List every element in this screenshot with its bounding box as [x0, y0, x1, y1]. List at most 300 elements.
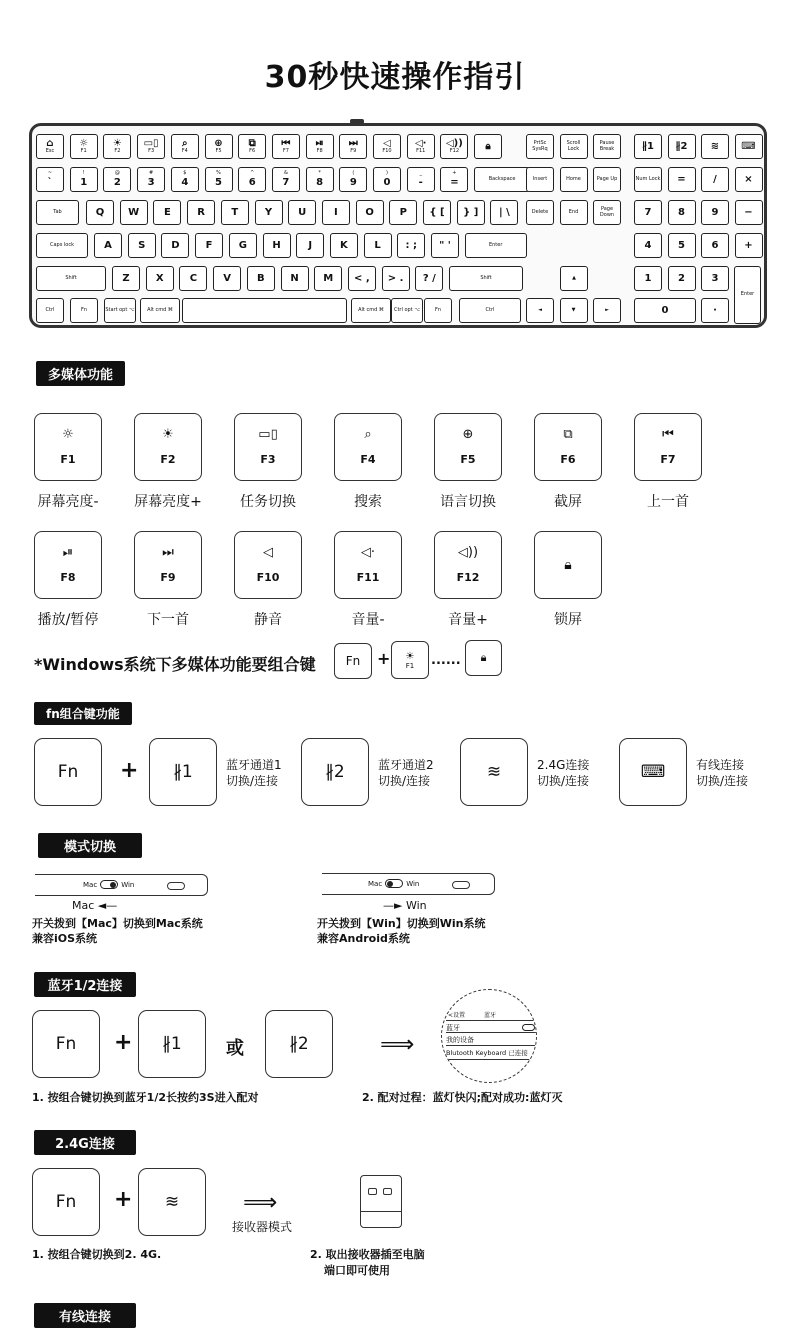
key-label: ∦1 — [642, 141, 654, 152]
key-label: F9 — [350, 148, 357, 155]
arrow-key-2 — [593, 298, 621, 323]
bt-key-1 — [138, 1010, 206, 1078]
key-row3-6 — [255, 200, 283, 225]
key-label: · — [713, 305, 717, 316]
phone-bt-settings — [441, 989, 537, 1083]
key-row3-5 — [221, 200, 249, 225]
key-esc — [36, 134, 64, 159]
key-label: Tab — [53, 208, 62, 215]
media-key-caption: 音量+ — [448, 612, 488, 628]
key-label: F10 — [382, 148, 392, 155]
combo-plus: + — [377, 649, 391, 668]
media-key-icon: ⧉ — [563, 427, 573, 442]
key-shift — [36, 266, 106, 291]
numpad-row4-2 — [701, 233, 729, 258]
key-label: | \ — [498, 207, 510, 218]
key-row3-12 — [457, 200, 485, 225]
fn-item-line2: 切换/连接 — [537, 774, 590, 788]
key-label: F7 — [282, 148, 289, 155]
section-label-fn: fn组合键功能 — [34, 702, 132, 725]
key-label: 9 — [349, 176, 357, 188]
numpad-top-1 — [668, 134, 696, 159]
numpad-top-0 — [634, 134, 662, 159]
key-label: Insert — [532, 175, 548, 182]
key-row2-0 — [36, 167, 64, 192]
key-row5-7 — [314, 266, 342, 291]
key-row2-7 — [272, 167, 300, 192]
g24-step2a: 2. 取出接收器插至电脑 — [310, 1248, 425, 1261]
key-label: N — [290, 273, 299, 284]
media-key-icon: 🔒︎ — [564, 557, 572, 573]
fn-item-icon: ∦1 — [173, 762, 193, 782]
media-key-icon: ⏯ — [62, 545, 74, 560]
key-label: ⊕ — [214, 138, 223, 150]
key-f9 — [339, 134, 367, 159]
media-key-icon: ☀ — [162, 427, 174, 442]
key-label: < , — [354, 273, 370, 284]
g24-step2b: 端口即可使用 — [324, 1264, 390, 1277]
key-label: + — [744, 240, 753, 251]
key-label: ▲ — [572, 274, 576, 281]
media-key-fn: F7 — [660, 453, 676, 466]
toggle-icon — [522, 1024, 535, 1031]
key-label: Ctrl — [45, 306, 55, 313]
key-label: 9 — [711, 207, 719, 218]
key-label: Alt cmd ⌘ — [147, 306, 173, 313]
key-label: 0 — [383, 176, 391, 188]
key-label: Home — [566, 175, 581, 182]
arrow-key-0 — [526, 298, 554, 323]
key-label: V — [223, 273, 231, 284]
fn-item-icon: ≋ — [486, 762, 502, 782]
key-label: # — [148, 170, 154, 177]
key-label: Start opt ⌥ — [105, 306, 135, 313]
key-label: SysRq — [532, 145, 548, 152]
key-label: Fn — [434, 306, 442, 313]
numpad-row2-3 — [735, 167, 763, 192]
key-label: − — [744, 207, 753, 218]
phone-row3: Blutooth Keyboard 已连接 — [446, 1045, 537, 1060]
media-key-caption: 静音 — [254, 612, 282, 628]
media-key-f11 — [334, 531, 402, 599]
key-row4-5 — [229, 233, 257, 258]
key-label: Z — [122, 273, 130, 284]
key-label: Caps lock — [49, 241, 75, 248]
numpad-top-3 — [735, 134, 763, 159]
key-row6-3 — [140, 298, 180, 323]
key-label: + — [452, 170, 457, 177]
phone-header: 蓝牙 — [484, 1012, 497, 1019]
media-key-caption: 屏幕亮度+ — [134, 494, 202, 510]
key-f10 — [373, 134, 401, 159]
key-label: } ] — [463, 207, 479, 218]
bt-fn-label: Fn — [55, 1034, 77, 1054]
key-label: 4 — [644, 240, 652, 251]
numpad-row2-0 — [634, 167, 662, 192]
key-label: F2 — [114, 148, 121, 155]
fn-item-icon: ⌨ — [640, 762, 666, 782]
media-key-fn: F5 — [460, 453, 476, 466]
numpad-dot — [701, 298, 729, 323]
key-row4-9 — [364, 233, 392, 258]
key-label: 0 — [661, 305, 669, 316]
key-label: Fn — [80, 306, 88, 313]
media-key-icon: ◁)) — [457, 545, 479, 560]
key-label: $ — [183, 170, 187, 177]
key-label: ⏭ — [348, 138, 358, 150]
windows-note: *Windows系统下多媒体功能要组合键 — [34, 655, 316, 674]
receiver-slot — [368, 1188, 377, 1195]
media-key-f8 — [34, 531, 102, 599]
key-label: Enter — [740, 291, 755, 298]
port-icon — [452, 881, 470, 889]
key-row2-13 — [474, 167, 530, 192]
key-row5-6 — [281, 266, 309, 291]
g24-fn-label: Fn — [55, 1192, 77, 1212]
key-row3-8 — [322, 200, 350, 225]
key-row5-8 — [348, 266, 376, 291]
mode-left-line2: 兼容iOS系统 — [32, 932, 98, 945]
g24-step1: 1. 按组合键切换到2. 4G. — [32, 1248, 162, 1261]
combo-fn-label: Fn — [345, 654, 361, 668]
numpad-row3-1 — [668, 200, 696, 225]
media-key-icon: ▭▯ — [258, 427, 278, 442]
key-label: ⌨ — [741, 141, 756, 152]
media-key-caption: 锁屏 — [554, 612, 582, 628]
g24-plus: + — [114, 1187, 133, 1212]
media-key-f6 — [534, 413, 602, 481]
key-delete — [526, 200, 554, 225]
key-label: - — [418, 176, 423, 188]
key-label: F11 — [416, 148, 426, 155]
key-home — [560, 167, 588, 192]
key-label: ◁)) — [445, 138, 463, 150]
key-row6-8 — [459, 298, 521, 323]
key-label: F3 — [148, 148, 155, 155]
key-label: Ctrl opt ⌥ — [393, 306, 421, 313]
combo-lock-key — [465, 640, 502, 676]
key-label: H — [272, 240, 281, 251]
key-label: ◁ — [383, 138, 391, 150]
arrow-right-icon: ⟹ — [243, 1188, 278, 1216]
media-key-f12 — [434, 531, 502, 599]
phone-row1-label: 蓝牙 — [446, 1024, 460, 1032]
numpad-row3-2 — [701, 200, 729, 225]
bluetooth-2-icon: ∦2 — [289, 1034, 309, 1054]
key-page-up — [593, 167, 621, 192]
key-scroll — [560, 134, 588, 159]
media-key-fn: F3 — [260, 453, 276, 466]
numpad-top-2 — [701, 134, 729, 159]
key-row3-13 — [490, 200, 518, 225]
key-row5-3 — [179, 266, 207, 291]
key-label: * — [318, 170, 321, 177]
media-key-icon: ⌕ — [364, 427, 372, 442]
fn-item-line2: 切换/连接 — [226, 774, 279, 788]
key-label: ^ — [250, 170, 255, 177]
bluetooth-1-icon: ∦1 — [162, 1034, 182, 1054]
g24-arrow-label: 接收器模式 — [232, 1220, 293, 1234]
key-label: > . — [387, 273, 404, 284]
key-label: ( — [352, 170, 355, 177]
key-f1 — [70, 134, 98, 159]
key-label: ☼ — [79, 138, 89, 150]
numpad-zero — [634, 298, 696, 323]
phone-row2: 我的设备 — [446, 1032, 537, 1045]
key-row3-1 — [86, 200, 114, 225]
key-row3-2 — [120, 200, 148, 225]
key-label: 7 — [282, 176, 290, 188]
key-f6 — [238, 134, 266, 159]
key-row4-4 — [195, 233, 223, 258]
key-f4 — [171, 134, 199, 159]
key-label: D — [171, 240, 180, 251]
receiver-body — [360, 1211, 401, 1227]
combo-dots: ...... — [431, 653, 461, 668]
key-label: ) — [386, 170, 388, 177]
key-enter — [465, 233, 527, 258]
key-label: ⌕ — [181, 138, 188, 150]
media-key-f10 — [234, 531, 302, 599]
key-label: A — [104, 240, 112, 251]
key-label: P — [399, 207, 407, 218]
key-row2-10 — [373, 167, 401, 192]
key-row5-9 — [382, 266, 410, 291]
fn-item-line2: 切换/连接 — [696, 774, 749, 788]
key-row2-12 — [440, 167, 468, 192]
key-pause — [593, 134, 621, 159]
key-label: Q — [95, 207, 105, 218]
key-label: Shift — [65, 274, 77, 281]
arrow-up-key — [560, 266, 588, 291]
key-label: Shift — [480, 274, 492, 281]
fn-item-line1: 2.4G连接 — [537, 758, 590, 772]
section-label-media: 多媒体功能 — [36, 361, 125, 386]
key-row4-10 — [397, 233, 425, 258]
key-label: L — [374, 240, 381, 251]
bt-fn-key — [32, 1010, 100, 1078]
key-row2-6 — [238, 167, 266, 192]
key-label: ☀ — [112, 138, 122, 150]
key-label: Y — [264, 207, 273, 218]
key-row6-4 — [182, 298, 347, 323]
key-label: K — [340, 240, 348, 251]
numpad-row2-1 — [668, 167, 696, 192]
fn-item-key-2 — [301, 738, 369, 806]
key-label: 8 — [316, 176, 324, 188]
media-key-fn: F6 — [560, 453, 576, 466]
key-tab — [36, 200, 79, 225]
key-label: Backspace — [488, 175, 516, 182]
bt-plus: + — [114, 1030, 133, 1055]
key-page-down — [593, 200, 621, 225]
mode-left-mac: Mac — [83, 880, 98, 889]
key-label: { [ — [429, 207, 445, 218]
key-f7 — [272, 134, 300, 159]
fn-item-line1: 有线连接 — [696, 758, 745, 772]
key-label: End — [568, 208, 579, 215]
lock-icon: 🔒︎ — [480, 651, 487, 664]
key-lock — [474, 134, 502, 159]
key-label: G — [238, 240, 247, 251]
numpad-row4-3 — [735, 233, 763, 258]
key-label: I — [334, 207, 338, 218]
key-insert — [526, 167, 554, 192]
media-key-f2 — [134, 413, 202, 481]
media-key-icon: ◁ — [263, 545, 273, 560]
media-key-icon: ☼ — [62, 427, 74, 442]
key-label: Page Up — [596, 175, 618, 182]
key-label: O — [365, 207, 374, 218]
key-label: % — [216, 170, 221, 177]
key-label: ◁· — [414, 138, 427, 150]
key-row5-10 — [415, 266, 443, 291]
key-row3-9 — [356, 200, 384, 225]
key-row6-7 — [424, 298, 452, 323]
key-row5-2 — [146, 266, 174, 291]
key-row2-8 — [306, 167, 334, 192]
key-row6-2 — [104, 298, 136, 323]
key-label: C — [189, 273, 198, 284]
key-label: U — [298, 207, 307, 218]
key-label: & — [283, 170, 288, 177]
wifi-icon: ≋ — [164, 1192, 180, 1212]
key-label: × — [744, 174, 753, 185]
media-key-icon: ⏮ — [662, 427, 674, 442]
mode-right-line2: 兼容Android系统 — [317, 932, 410, 945]
numpad-row5-1 — [668, 266, 696, 291]
key-label: 🔒︎ — [485, 141, 491, 152]
key-label: Num Lock — [635, 175, 661, 182]
key-row2-3 — [137, 167, 165, 192]
key-label: PrtSc — [533, 140, 547, 146]
key-label: ⏮ — [281, 138, 291, 150]
key-label: Scroll — [566, 140, 581, 146]
section-label-mode: 模式切换 — [38, 833, 142, 858]
media-key-fn: F9 — [160, 571, 176, 584]
key-label: Pause — [599, 140, 615, 146]
key-label: " ' — [439, 240, 451, 251]
media-key-fn: F10 — [256, 571, 280, 584]
key-label: 6 — [248, 176, 256, 188]
key-end — [560, 200, 588, 225]
mode-right-switch — [368, 879, 419, 888]
key-label: T — [231, 207, 239, 218]
key-label: E — [163, 207, 171, 218]
fn-item-line1: 蓝牙通道1 — [226, 758, 282, 772]
key-label: 2 — [678, 273, 685, 284]
media-key-fn: F2 — [160, 453, 176, 466]
fn-key — [34, 738, 102, 806]
media-key-icon: ⊕ — [462, 427, 474, 442]
fn-item-key-3 — [460, 738, 528, 806]
media-key-caption: 屏幕亮度- — [37, 494, 99, 510]
key-row3-7 — [288, 200, 316, 225]
key-label: 5 — [678, 240, 685, 251]
bt-step2: 2. 配对过程：蓝灯快闪;配对成功:蓝灯灭 — [362, 1091, 563, 1104]
key-label: Ctrl — [485, 306, 495, 313]
key-label: Delete — [531, 208, 549, 215]
key-label: Break — [599, 145, 615, 152]
media-key-fn: F12 — [456, 571, 480, 584]
media-key-icon: ⏭ — [162, 545, 174, 560]
key-label: S — [138, 240, 146, 251]
media-key-icon: ◁· — [360, 545, 376, 560]
g24-fn-key — [32, 1168, 100, 1236]
key-label: = — [450, 176, 459, 188]
key-label: F12 — [449, 148, 460, 155]
media-key-fn: F4 — [360, 453, 376, 466]
key-label: @ — [114, 170, 120, 177]
key-label: F5 — [215, 148, 222, 155]
usb-receiver-icon — [360, 1175, 402, 1228]
media-key-f5 — [434, 413, 502, 481]
key-row4-6 — [263, 233, 291, 258]
key-label: 3 — [711, 273, 719, 284]
key-label: F — [205, 240, 213, 251]
key-label: F4 — [181, 148, 188, 155]
sun-icon: ☀ — [405, 650, 415, 662]
key-shift — [449, 266, 523, 291]
media-key-lock — [534, 531, 602, 599]
key-row3-4 — [187, 200, 215, 225]
key-row4-2 — [128, 233, 156, 258]
numpad-row2-2 — [701, 167, 729, 192]
media-key-f1 — [34, 413, 102, 481]
g24-wifi-key — [138, 1168, 206, 1236]
numpad-row5-2 — [701, 266, 729, 291]
key-row6-0 — [36, 298, 64, 323]
page-title: 30秒快速操作指引 — [264, 60, 526, 95]
key-label: ∦2 — [675, 141, 688, 152]
key-row5-4 — [213, 266, 241, 291]
key-f12 — [440, 134, 468, 159]
fn-item-icon: ∦2 — [325, 762, 345, 782]
key-row5-5 — [247, 266, 275, 291]
bt-step1: 1. 按组合键切换到蓝牙1/2长按约3S进入配对 — [32, 1091, 259, 1104]
key-label: / — [713, 174, 717, 185]
keyboard-illustration — [29, 123, 767, 328]
key-label: M — [323, 273, 334, 284]
fn-item-line2: 切换/连接 — [378, 774, 431, 788]
media-key-f3 — [234, 413, 302, 481]
mode-right-win: Win — [406, 879, 420, 888]
key-row6-6 — [391, 298, 423, 323]
combo-f1-key — [391, 641, 429, 679]
fn-plus: + — [120, 758, 139, 783]
key-label: R — [197, 207, 205, 218]
mode-left-line1: 开关拨到【Mac】切换到Mac系统 — [32, 917, 203, 930]
key-row6-5 — [351, 298, 391, 323]
fn-item-key-4 — [619, 738, 687, 806]
key-row6-1 — [70, 298, 98, 323]
key-row2-4 — [171, 167, 199, 192]
key-label: ≋ — [710, 141, 720, 152]
key-label: ` — [47, 176, 53, 188]
numpad-row5-0 — [634, 266, 662, 291]
key-label: 1 — [80, 176, 88, 188]
media-key-caption: 搜索 — [354, 494, 382, 510]
phone-back: <设置 — [448, 1012, 466, 1019]
key-label: Lock — [567, 145, 580, 152]
numpad-enter — [734, 266, 761, 324]
media-key-caption: 语言切换 — [440, 494, 496, 510]
numpad-row4-0 — [634, 233, 662, 258]
key-label: ⧉ — [248, 138, 256, 150]
key-f8 — [306, 134, 334, 159]
key-label: Enter — [488, 241, 503, 248]
media-key-caption: 下一首 — [147, 612, 189, 628]
